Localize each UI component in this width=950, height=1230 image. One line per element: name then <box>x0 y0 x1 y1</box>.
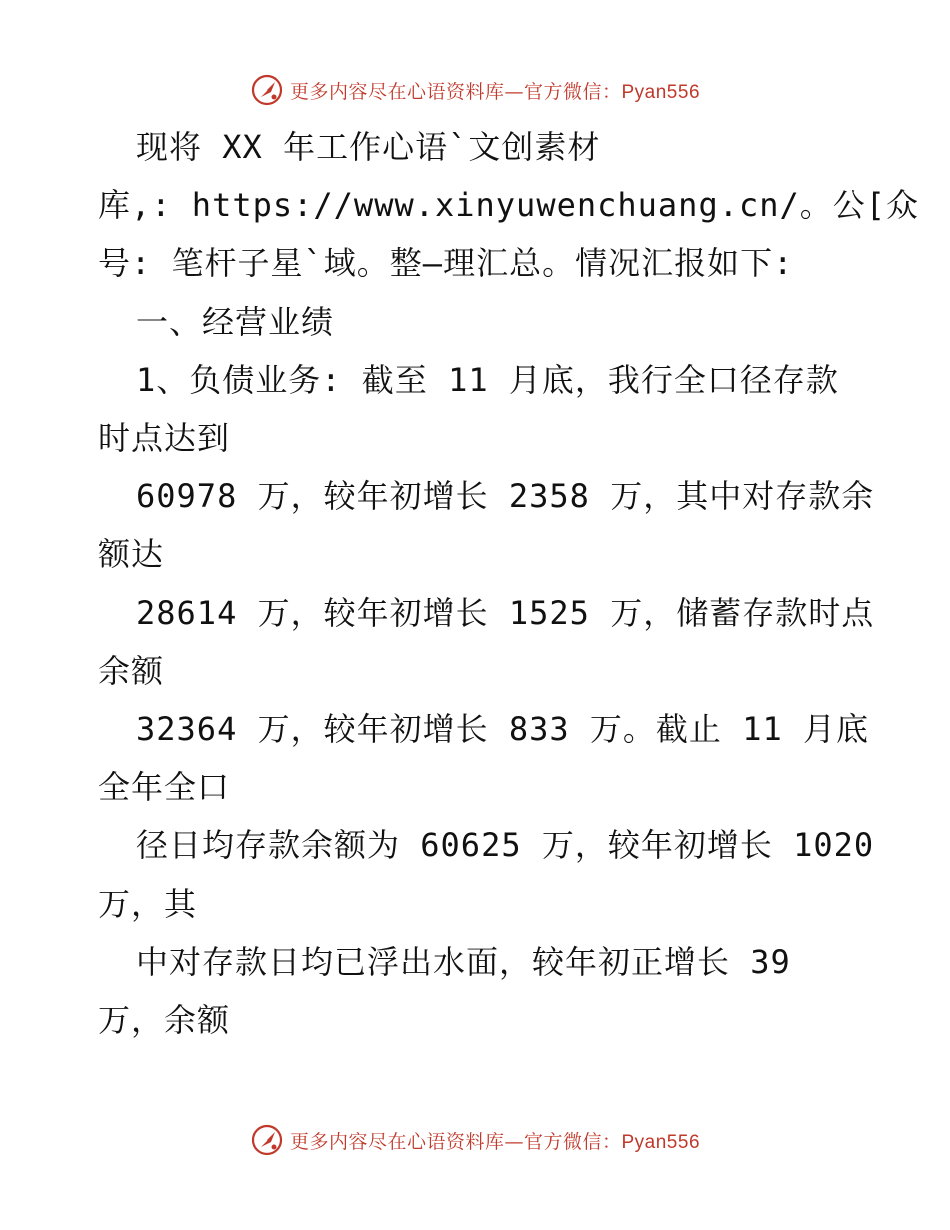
body-line: 额达 <box>98 535 165 574</box>
footer-banner <box>0 1120 950 1160</box>
feather-pen-logo-icon <box>250 1123 284 1157</box>
body-line: 1、负债业务: 截至 11 月底，我行全口径存款 <box>136 360 839 399</box>
body-line: 时点达到 <box>98 419 231 457</box>
body-line: 现将 XX 年工作心语`文创素材 <box>136 128 601 166</box>
header-banner <box>0 70 950 110</box>
body-line: 28614 万，较年初增长 1525 万，储蓄存款时点 <box>136 593 875 632</box>
body-line: 32364 万，较年初增长 833 万。截止 11 月底 <box>136 710 869 748</box>
body-line: 万，余额 <box>98 1001 231 1039</box>
body-line: 中对存款日均已浮出水面，较年初正增长 39 <box>136 942 791 981</box>
body-line: 号: 笔杆子星`域。整—理汇总。情况汇报如下: <box>98 244 794 283</box>
header-banner-text: 更多内容尽在心语资料库—官方微信：Pyan556 <box>289 80 701 103</box>
body-line: 万，其 <box>98 884 198 923</box>
body-line: 全年全口 <box>98 768 231 807</box>
footer-banner-text: 更多内容尽在心语资料库—官方微信：Pyan556 <box>289 1130 701 1153</box>
body-line: 余额 <box>98 651 165 690</box>
body-line: 一、经营业绩 <box>136 302 335 341</box>
body-line: 库,: https://www.xinyuwenchuang.cn/。公[众 <box>98 186 920 225</box>
body-line: 60978 万，较年初增长 2358 万，其中对存款余 <box>136 477 875 516</box>
body-line: 径日均存款余额为 60625 万，较年初增长 1020 <box>136 826 875 865</box>
feather-pen-logo-icon <box>250 73 284 107</box>
